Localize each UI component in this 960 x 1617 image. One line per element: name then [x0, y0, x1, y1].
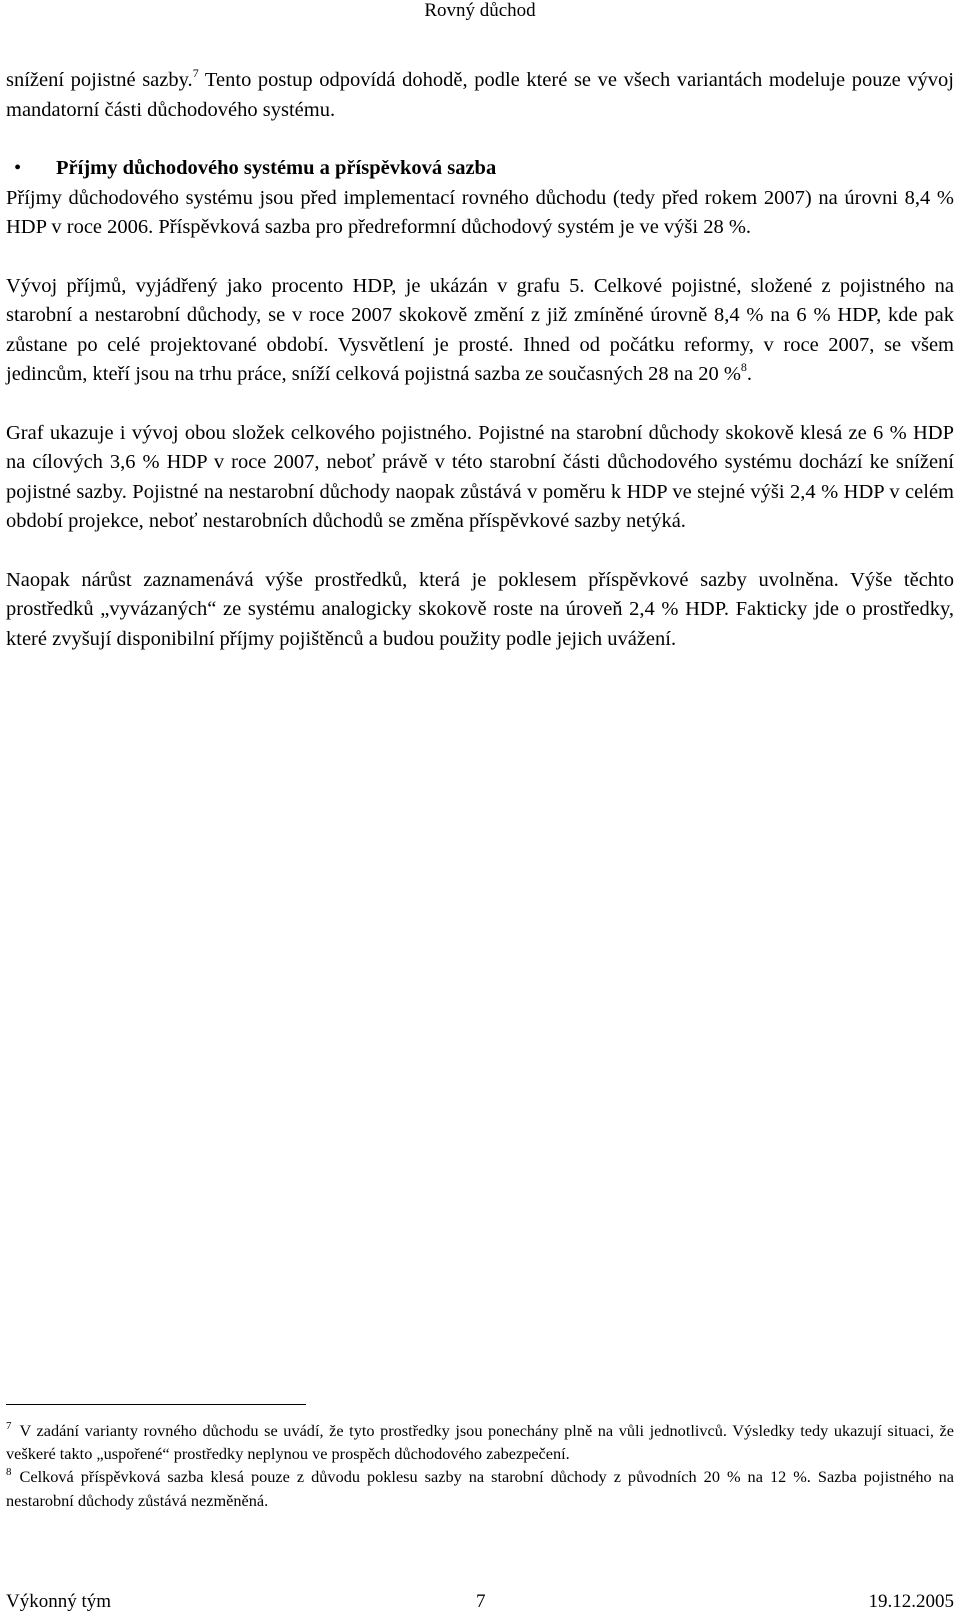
paragraph-gap	[6, 125, 954, 154]
footnote-8	[6, 1465, 954, 1511]
paragraph-3-text-a: Vývoj příjmů, vyjádřený jako procento HDP, je ukázán v grafu 5. Celkové pojistné, složené z pojistného na starobní a nestarobní důchody, se v roce 2007 skokově změní z již zmíněné úrovně 8,4 % na 6 % HDP, kde pak zůstane po celé projektované období. Vysvětlení je prosté. Ihned od počátku reformy, v roce 2007, se všem jedincům, kteří jsou na trhu práce, sníží celková pojistná sazba ze současných 28 na 20 %	[6, 274, 954, 385]
footnote-marker-7: 7	[6, 1420, 12, 1432]
paragraph-1-text-b: Tento postup odpovídá dohodě, podle které se ve všech variantách modeluje pouze vývoj mandatorní části důchodového systému.	[6, 69, 954, 121]
footnote-ref-8[interactable]: 8	[740, 360, 747, 374]
paragraph-gap	[6, 390, 954, 419]
paragraph-2: Příjmy důchodového systému jsou před implementací rovného důchodu (tedy před rokem 2007) na úrovni 8,4 % HDP v roce 2006. Příspěvková sazba pro předreformní důchodový systém je ve výši 28 %.	[6, 186, 954, 238]
paragraph-4: Graf ukazuje i vývoj obou složek celkového pojistného. Pojistné na starobní důchody skokově klesá ze 6 % HDP na cílových 3,6 % HDP v roce 2007, neboť právě v této starobní části důchodového systému dochází ke snížení pojistné sazby. Pojistné na nestarobní důchody naopak zůstává v poměru k HDP ve stejné výši 2,4 % HDP v celém období projekce, neboť nestarobních důchodů se změna příspěvkové sazby netýká.	[6, 421, 954, 532]
paragraph-3	[6, 272, 954, 390]
footnote-ref-7[interactable]: 7	[192, 66, 199, 80]
footnote-marker-8: 8	[6, 1466, 12, 1479]
footnotes	[6, 1419, 954, 1512]
page-footer	[6, 1590, 954, 1614]
body-text	[6, 66, 954, 654]
paragraph-5: Naopak nárůst zaznamenává výše prostředků, která je poklesem příspěvkové sazby uvolněna. Výše těchto prostředků „vyvázaných“ ze systému analogicky skokově roste na úroveň 2,4 % HDP. Fakticky jde o prostředky, které zvyšují disponibilní příjmy pojištěnců a budou použity podle jejich uvážení.	[6, 568, 954, 650]
paragraph-gap	[6, 243, 954, 272]
footnote-7	[6, 1419, 954, 1465]
running-header: Rovný důchod	[424, 0, 536, 21]
paragraph-1-text-a: snížení pojistné sazby.	[6, 69, 193, 91]
bullet-icon: •	[14, 157, 22, 179]
footnote-separator	[6, 1404, 306, 1405]
paragraph-3-text-b: .	[746, 363, 753, 385]
page-number: 7	[476, 1591, 486, 1612]
footer-team: Výkonný tým	[6, 1591, 112, 1612]
footer-date: 19.12.2005	[868, 1591, 954, 1612]
paragraph-gap	[6, 537, 954, 566]
footnote-8-text: Celková příspěvková sazba klesá pouze z důvodu poklesu sazby na starobní důchody z původních 20 % na 12 %. Sazba pojistného na nestarobní důchody zůstává nezměněná.	[6, 1467, 954, 1510]
footnote-7-text: V zadání varianty rovného důchodu se uvádí, že tyto prostředky jsou ponechány plně na vůli jednotlivců. Výsledky tedy ukazují situaci, že veškeré takto „uspořené“ prostředky neplynou ve prospěch důchodového zabezpečení.	[6, 1421, 954, 1464]
section-heading	[6, 154, 954, 184]
section-heading-text: Příjmy důchodového systému a příspěvková sazba	[56, 157, 497, 179]
paragraph-1	[6, 66, 954, 125]
